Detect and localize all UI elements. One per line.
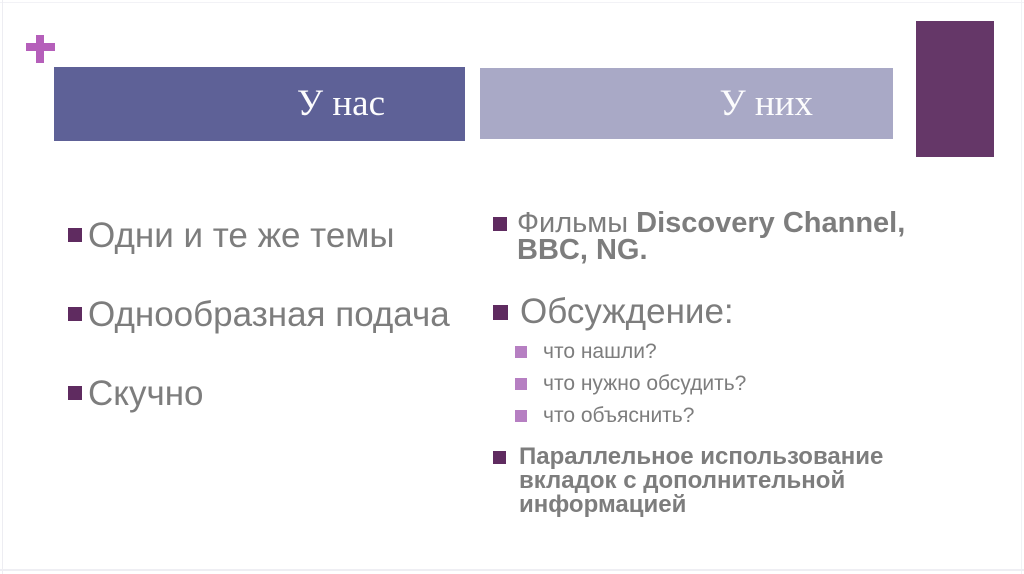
slide-frame-top xyxy=(0,2,1024,3)
sub-list-item xyxy=(515,372,963,395)
slide-frame-right xyxy=(1021,0,1022,574)
bullet-square-icon xyxy=(493,217,507,231)
right-column-list xyxy=(493,207,963,518)
sub-bullet-square-icon xyxy=(515,378,527,390)
list-item-films xyxy=(493,207,963,266)
list-item-text xyxy=(517,207,922,266)
plus-icon xyxy=(26,35,55,63)
bullet-square-icon xyxy=(68,228,82,242)
list-item-discussion xyxy=(493,292,963,332)
bullet-square-icon xyxy=(68,386,82,400)
list-item xyxy=(68,370,468,417)
column-header-them: У них xyxy=(480,68,893,139)
bullet-square-icon xyxy=(493,451,506,464)
sub-bullet-square-icon xyxy=(515,410,527,422)
films-channels-bold: Discovery Channel, BBC, NG. xyxy=(517,207,906,266)
sub-list-item-text: что объяснить? xyxy=(543,404,695,427)
corner-accent-rectangle xyxy=(916,21,994,157)
sub-bullet-square-icon xyxy=(515,346,527,358)
list-item xyxy=(68,291,468,338)
bullet-square-icon xyxy=(493,305,508,320)
sub-list-item-text: что нужно обсудить? xyxy=(543,372,747,395)
slide-frame-left xyxy=(2,0,3,574)
discussion-sub-list xyxy=(515,340,963,427)
sub-list-item xyxy=(515,404,963,427)
list-item-text: Однообразная подача xyxy=(88,295,450,334)
list-item-text: Обсуждение: xyxy=(520,292,734,331)
sub-list-item xyxy=(515,340,963,363)
slide-frame-bottom xyxy=(0,569,1024,571)
left-column-list xyxy=(68,212,468,449)
films-label: Фильмы xyxy=(517,207,637,239)
list-item-parallel-usage xyxy=(493,445,963,517)
sub-list-item-text: что нашли? xyxy=(543,340,657,363)
list-item xyxy=(68,212,468,259)
list-item-text: Скучно xyxy=(88,374,204,413)
plus-icon-vertical-bar xyxy=(36,35,44,63)
list-item-text: Параллельное использование вкладок с дополнительной информацией xyxy=(519,443,884,518)
column-header-us: У нас xyxy=(54,67,465,141)
bullet-square-icon xyxy=(68,307,82,321)
list-item-text: Одни и те же темы xyxy=(88,216,395,255)
